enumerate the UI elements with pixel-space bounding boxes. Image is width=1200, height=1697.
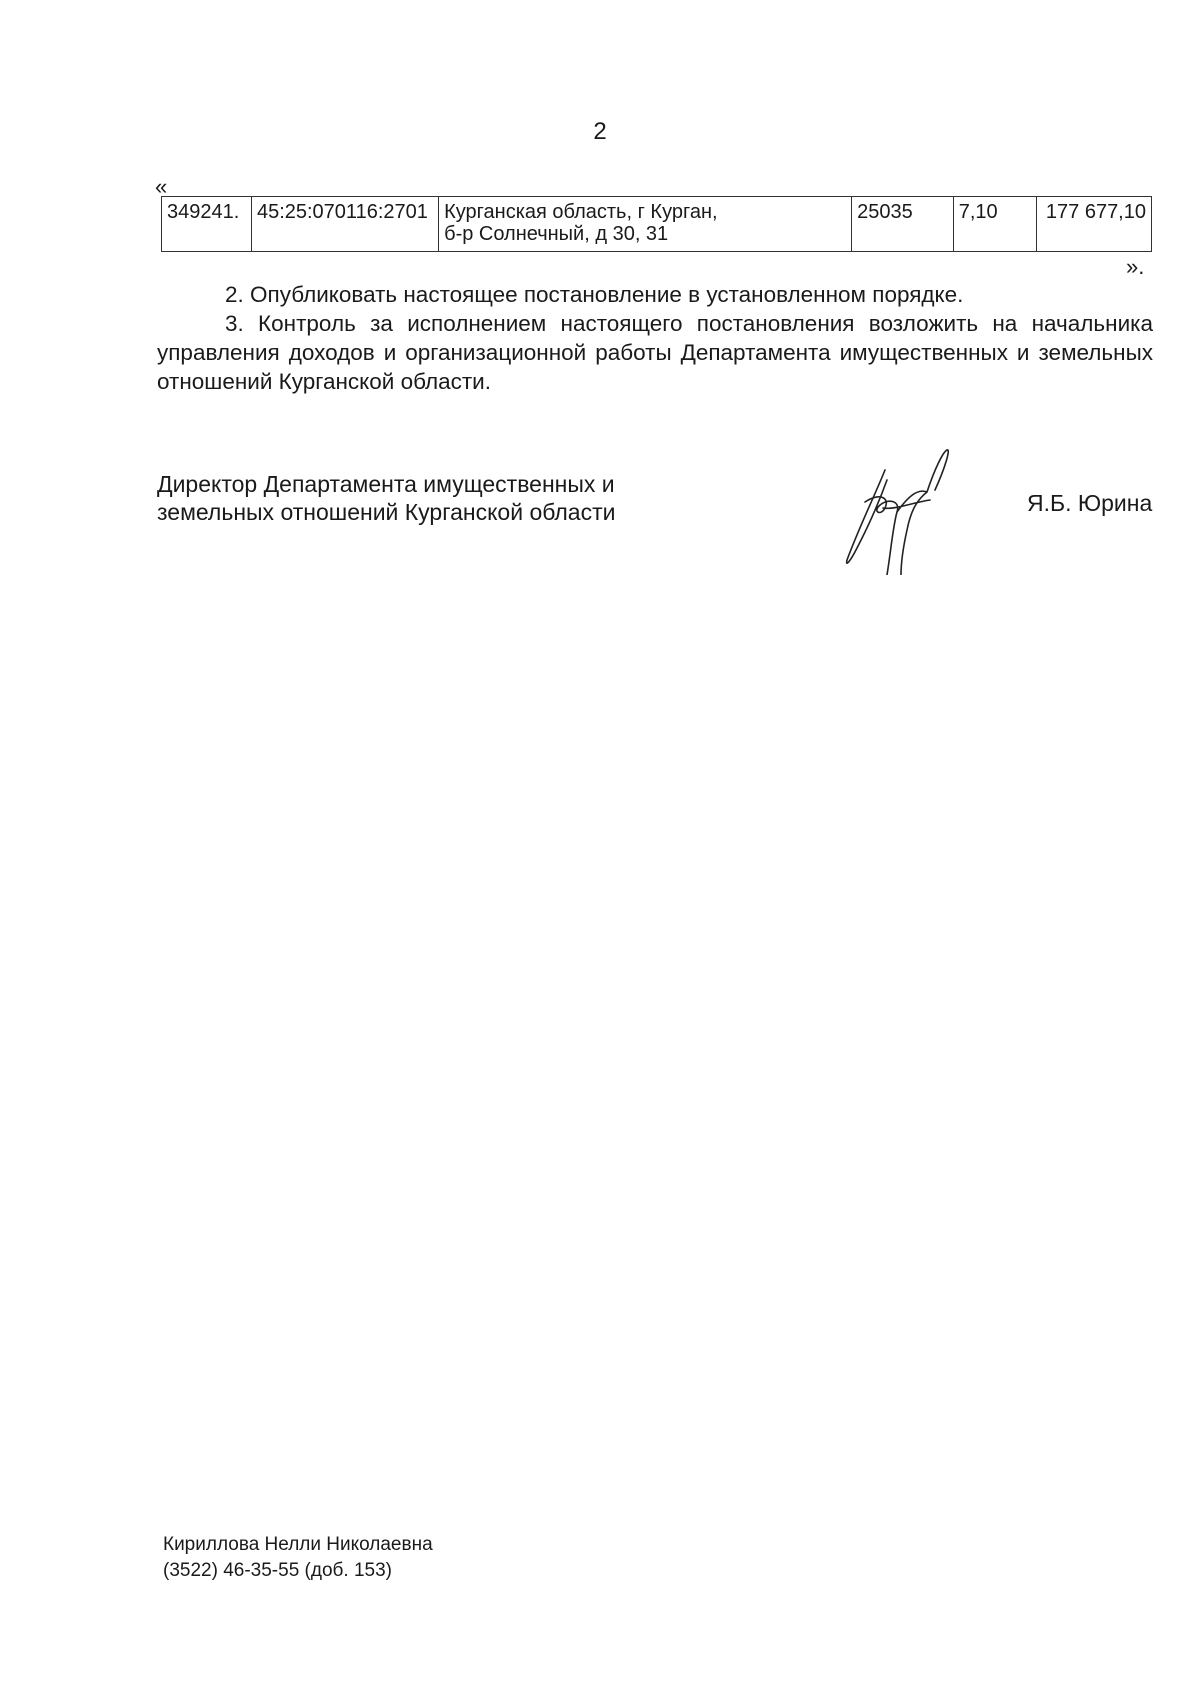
- signer-title: [157, 470, 615, 526]
- signer-title-line-2: земельных отношений Курганской области: [157, 499, 616, 525]
- signer-name: Я.Б. Юрина: [1027, 490, 1153, 516]
- cadastral-number-cell: 45:25:070116:2701: [251, 197, 438, 252]
- clause-3: 3. Контроль за исполнением настоящего постановления возложить на начальника управления доходов и организационной работы Департамента имущественных и земельных отношений Курганской области.: [157, 311, 1153, 394]
- row-number-cell: 349241.: [162, 197, 252, 252]
- executor-info: [163, 1532, 433, 1584]
- signer-title-line-1: Директор Департамента имущественных и: [157, 471, 615, 497]
- address-line-1: Курганская область, г Курган,: [444, 201, 718, 223]
- value-cell-2: 7,10: [953, 197, 1037, 252]
- value-cell-3: 177 677,10: [1037, 197, 1152, 252]
- executor-name: Кириллова Нелли Николаевна: [163, 1534, 433, 1555]
- closing-quote: ».: [1126, 254, 1145, 279]
- value-cell-1: 25035: [852, 197, 954, 252]
- clause-2: 2. Опубликовать настоящее постановление в установленном порядке.: [225, 282, 964, 307]
- clauses: [157, 280, 1153, 396]
- address-cell: [439, 197, 852, 252]
- table-row: [162, 197, 1152, 252]
- property-table: [161, 196, 1152, 252]
- opening-quote: «: [155, 174, 168, 199]
- handwritten-signature: [835, 440, 965, 575]
- page-number: 2: [593, 118, 607, 145]
- executor-phone: (3522) 46-35-55 (доб. 153): [163, 1560, 392, 1581]
- address-line-2: б-р Солнечный, д 30, 31: [444, 223, 669, 245]
